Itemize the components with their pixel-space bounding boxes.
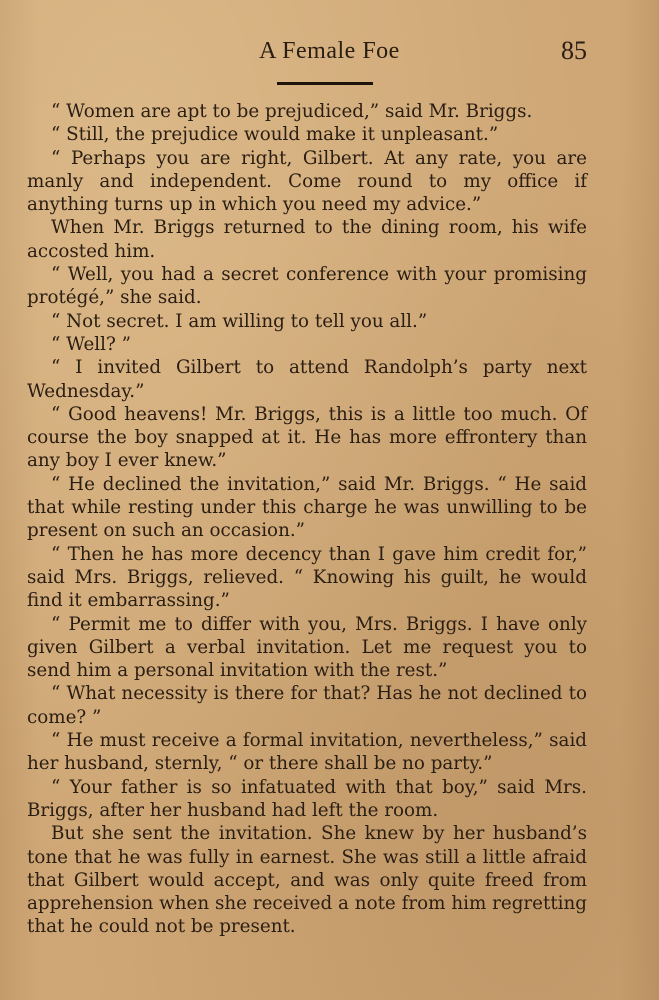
paragraph: “ Not secret. I am willing to tell you all.” [51,310,428,332]
paragraph: But she sent the invitation. She knew by her husband’s tone that he was fully in earnest. She was still a little afraid that Gilbert would accept, and was only quite freed from apprehension when she received a note from him regretting that he could not be present. [27,823,587,938]
paragraph: “ What necessity is there for that? Has he not declined to come? ” [27,683,587,728]
paragraph: “ Perhaps you are right, Gilbert. At any rate, you are manly and independent. Come round to my office if anything turns up in which you need my advice.” [27,147,587,216]
paragraph: “ I invited Gilbert to attend Randolph’s party next Wednesday.” [27,357,587,402]
body-text [27,100,587,939]
paragraph: “ Still, the prejudice would make it unpleasant.” [51,124,499,146]
running-title: A Female Foe [259,38,400,64]
paragraph: “ Good heavens! Mr. Briggs, this is a little too much. Of course the boy snapped at it. He has more effrontery than any boy I ever knew.” [27,403,587,472]
paragraph: “ Well? ” [51,333,131,355]
paragraph: “ Then he has more decency than I gave him credit for,” said Mrs. Briggs, relieved. “ Knowing his guilt, he would find it embarrassing.” [27,543,587,612]
paragraph: “ Permit me to differ with you, Mrs. Briggs. I have only given Gilbert a verbal invitation. Let me request you to send him a personal invitation with the rest.” [27,613,587,682]
paragraph: “ Your father is so infatuated with that boy,” said Mrs. Briggs, after her husband had left the room. [27,776,587,821]
paragraph: “ Well, you had a secret conference with your promising protégé,” she said. [27,264,587,309]
header-rule [277,82,373,85]
page-number: 85 [561,36,587,65]
paragraph: “ He declined the invitation,” said Mr. Briggs. “ He said that while resting under this charge he was unwilling to be present on such an occasion.” [27,473,587,542]
page-header [0,36,659,80]
paragraph: When Mr. Briggs returned to the dining room, his wife accosted him. [27,217,587,262]
paragraph: “ He must receive a formal invitation, nevertheless,” said her husband, sternly, “ or there shall be no party.” [27,730,587,775]
paragraph: “ Women are apt to be prejudiced,” said Mr. Briggs. [51,101,533,122]
